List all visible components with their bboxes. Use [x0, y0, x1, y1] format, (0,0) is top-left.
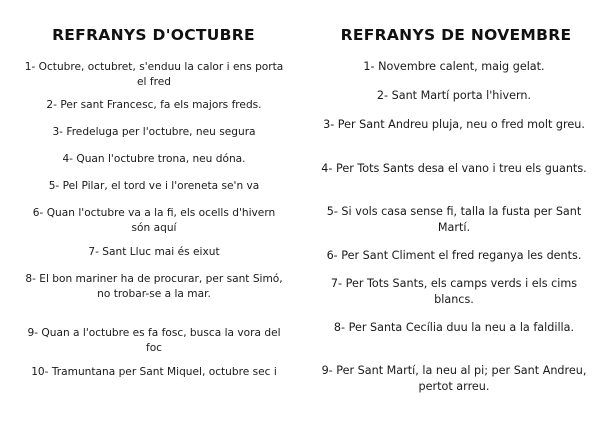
november-saying-7: 7- Per Tots Sants, els camps verds i els cims blancs.: [330, 277, 578, 306]
november-saying-2: 2- Sant Martí porta l'hivern.: [376, 89, 532, 102]
october-title: REFRANYS D'OCTUBRE: [52, 26, 255, 44]
november-saying-6: 6- Per Sant Climent el fred reganya les dents.: [326, 249, 582, 262]
october-saying-9: 9- Quan a l'octubre es fa fosc, busca la vora del foc: [27, 327, 281, 354]
october-saying-1: 1- Octubre, octubret, s'enduu la calor i ens porta el fred: [24, 61, 284, 88]
november-saying-5: 5- Si vols casa sense fi, talla la fusta per Sant Martí.: [326, 205, 582, 234]
november-saying-3: 3- Per Sant Andreu pluja, neu o fred molt greu.: [323, 118, 585, 131]
october-saying-7: 7- Sant Lluc mai és eixut: [88, 246, 220, 258]
october-saying-4: 4- Quan l'octubre trona, neu dóna.: [62, 153, 246, 165]
october-saying-6: 6- Quan l'octubre va a la fi, els ocells d'hivern són aquí: [32, 207, 276, 234]
october-saying-2: 2- Per sant Francesc, fa els majors freds.: [46, 99, 262, 111]
november-saying-4: 4- Per Tots Sants desa el vano i treu els guants.: [321, 162, 587, 175]
october-saying-3: 3- Fredeluga per l'octubre, neu segura: [52, 126, 256, 138]
november-saying-8: 8- Per Santa Cecília duu la neu a la faldilla.: [333, 321, 575, 334]
october-saying-5: 5- Pel Pilar, el tord ve i l'oreneta se'n va: [48, 180, 260, 192]
october-saying-10: 10- Tramuntana per Sant Miquel, octubre sec i: [31, 366, 277, 378]
november-saying-9: 9- Per Sant Martí, la neu al pi; per Sant Andreu, pertot arreu.: [321, 364, 587, 393]
november-saying-1: 1- Novembre calent, maig gelat.: [363, 60, 545, 73]
october-saying-8: 8- El bon mariner ha de procurar, per sant Simó, no trobar-se a la mar.: [25, 273, 283, 300]
november-column: [312, 0, 600, 424]
november-title: REFRANYS DE NOVEMBRE: [340, 26, 572, 44]
